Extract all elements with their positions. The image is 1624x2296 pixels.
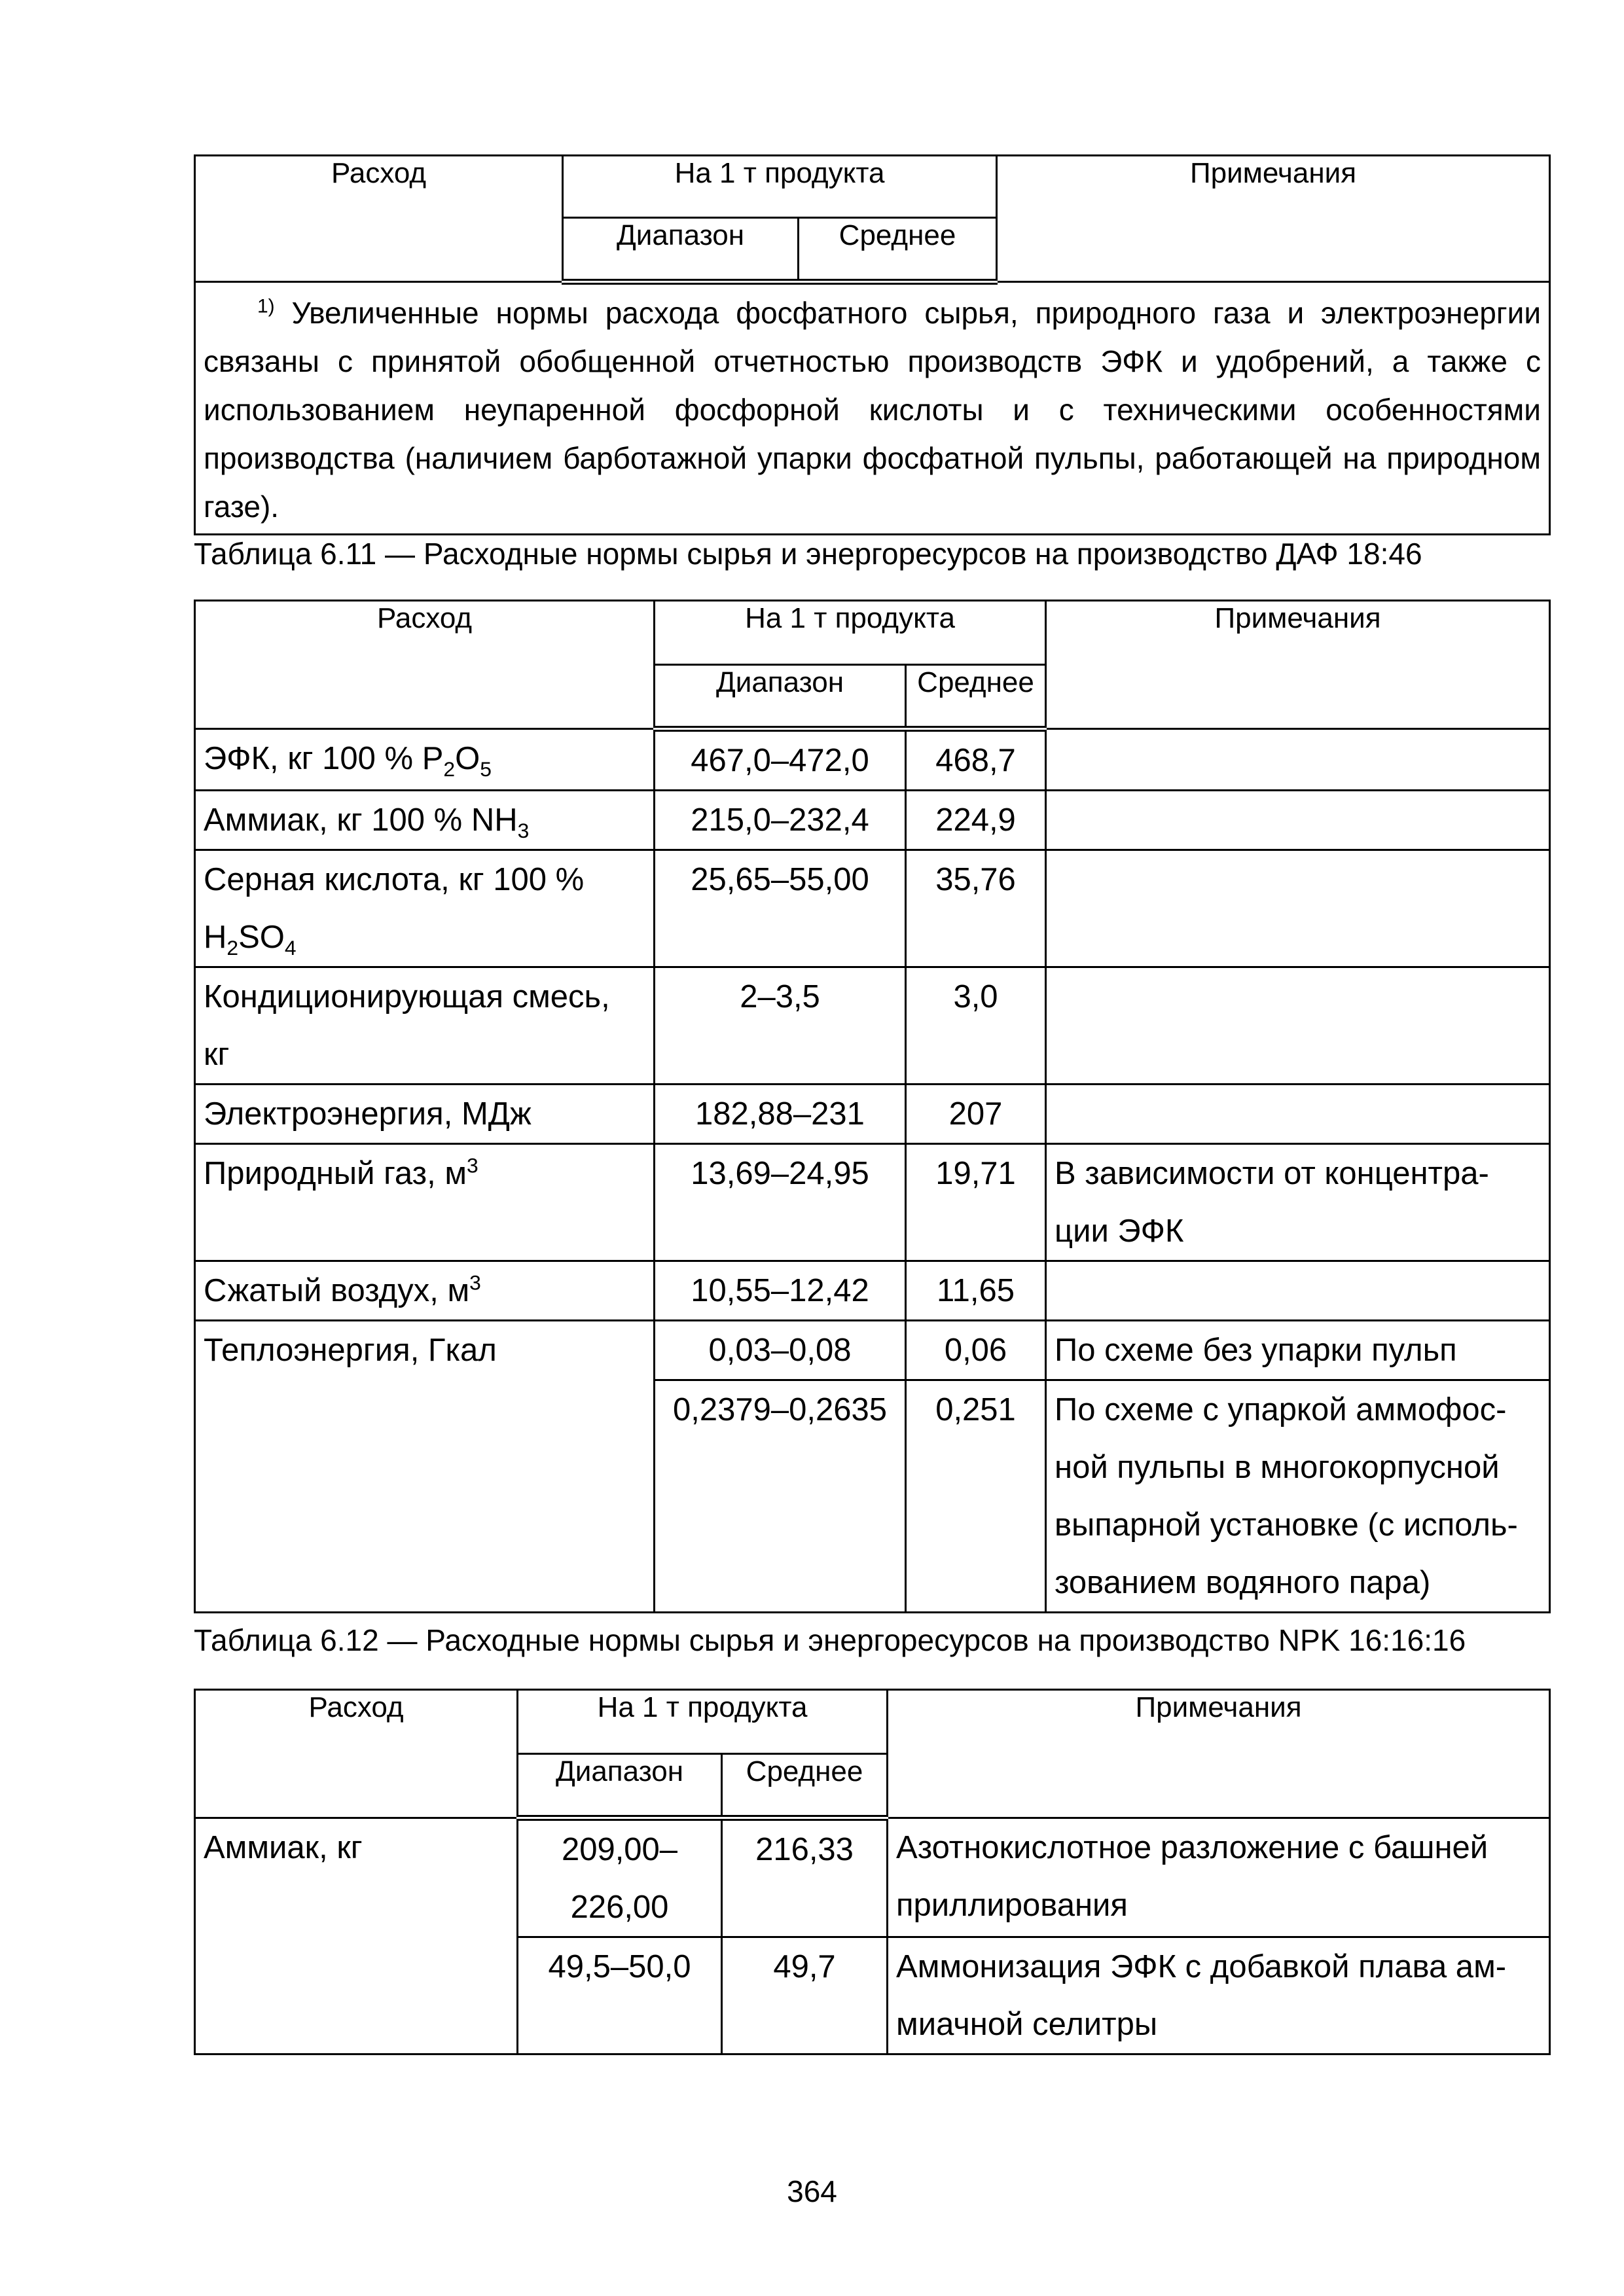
table-6-12-caption: Таблица 6.12 — Расходные нормы сырья и энергоресурсов на производство NPK 16:16:16: [194, 1623, 1466, 1657]
row-average: 0,06: [906, 1321, 1046, 1380]
row-average: 49,7: [722, 1937, 888, 2054]
row-label: Серная кислота, кг 100 % $H_2SO_4$: [195, 850, 655, 967]
table-row: [195, 1085, 1550, 1144]
row-note: [1046, 967, 1550, 1085]
header-per-ton: На 1 т продукта: [518, 1690, 888, 1754]
row-note: По схеме без упарки пульп: [1046, 1321, 1550, 1380]
table-row: [195, 967, 1550, 1085]
row-average: 216,33: [722, 1818, 888, 1937]
page-number: 364: [787, 2174, 837, 2208]
row-label: Кондиционирующая смесь, кг: [195, 967, 655, 1085]
row-label: ЭФК, кг 100 % $P_2O_5$: [195, 729, 655, 791]
header-notes: Примечания: [888, 1690, 1550, 1818]
row-range: 467,0–472,0: [655, 729, 906, 791]
row-note: [1046, 791, 1550, 850]
row-label: Теплоэнергия, Гкал: [195, 1321, 655, 1613]
header-rashod: Расход: [195, 1690, 518, 1818]
table-row: [195, 850, 1550, 967]
row-range: 0,2379–0,2635: [655, 1380, 906, 1613]
row-range: 13,69–24,95: [655, 1144, 906, 1261]
row-note: По схеме с упаркой аммофос- ной пульпы в многокорпусной выпарной установке (с исполь- зованием водяного пара): [1046, 1380, 1550, 1613]
row-label: Аммиак, кг: [195, 1818, 518, 2054]
row-average: 19,71: [906, 1144, 1046, 1261]
row-label: Сжатый воздух, $м^3$: [195, 1261, 655, 1321]
row-range: 0,03–0,08: [655, 1321, 906, 1380]
row-range: 215,0–232,4: [655, 791, 906, 850]
table-row: [195, 729, 1550, 791]
header-average: Среднее: [906, 665, 1046, 729]
table-row: [195, 1261, 1550, 1321]
row-note: [1046, 1085, 1550, 1144]
table-row: [195, 1321, 1550, 1380]
table-6-11: [194, 600, 1551, 1613]
header-range: Диапазон: [563, 218, 799, 282]
header-rashod: Расход: [195, 156, 563, 282]
row-note: [1046, 729, 1550, 791]
row-average: 35,76: [906, 850, 1046, 967]
row-average: 468,7: [906, 729, 1046, 791]
table-6-11-caption: Таблица 6.11 — Расходные нормы сырья и энергоресурсов на производство ДАФ 18:46: [194, 537, 1422, 571]
table-6-12: [194, 1689, 1551, 2055]
header-notes: Примечания: [1046, 601, 1550, 729]
row-average: 207: [906, 1085, 1046, 1144]
footnote-text: Увеличенные нормы расхода фосфатного сырья, природного газа и электроэнергии связаны с принятой обобщенной отчетностью производств ЭФК и удобрений, а также с использованием неупаренной фосфорной кислоты и с техническими особенностями производства (наличием барботажной упарки фосфатной пульпы, работающей на природном газе).: [204, 296, 1542, 524]
header-per-ton: На 1 т продукта: [655, 601, 1046, 665]
header-per-ton: На 1 т продукта: [563, 156, 997, 218]
row-average: 11,65: [906, 1261, 1046, 1321]
row-range: 10,55–12,42: [655, 1261, 906, 1321]
header-average: Среднее: [799, 218, 997, 282]
row-range: 182,88–231: [655, 1085, 906, 1144]
row-range: 209,00– 226,00: [518, 1818, 722, 1937]
row-average: 224,9: [906, 791, 1046, 850]
row-average: 3,0: [906, 967, 1046, 1085]
row-average: 0,251: [906, 1380, 1046, 1613]
row-note: Азотнокислотное разложение с башней приллирования: [888, 1818, 1550, 1937]
row-note: Аммонизация ЭФК с добавкой плава ам- миачной селитры: [888, 1937, 1550, 2054]
header-range: Диапазон: [518, 1754, 722, 1818]
row-note: [1046, 1261, 1550, 1321]
header-rashod: Расход: [195, 601, 655, 729]
footnote: [195, 282, 1550, 535]
row-label: Природный газ, $м^3$: [195, 1144, 655, 1261]
row-note: В зависимости от концентра- ции ЭФК: [1046, 1144, 1550, 1261]
row-range: 25,65–55,00: [655, 850, 906, 967]
row-range: 2–3,5: [655, 967, 906, 1085]
row-label: Электроэнергия, МДж: [195, 1085, 655, 1144]
header-average: Среднее: [722, 1754, 888, 1818]
table-row: [195, 1818, 1550, 1937]
header-range: Диапазон: [655, 665, 906, 729]
table-row: [195, 791, 1550, 850]
header-notes: Примечания: [997, 156, 1550, 282]
row-range: 49,5–50,0: [518, 1937, 722, 2054]
table-continuation: [194, 154, 1551, 535]
footnote-marker: 1): [257, 295, 275, 317]
table-row: [195, 1144, 1550, 1261]
row-label: Аммиак, кг 100 % $NH_3$: [195, 791, 655, 850]
row-note: [1046, 850, 1550, 967]
